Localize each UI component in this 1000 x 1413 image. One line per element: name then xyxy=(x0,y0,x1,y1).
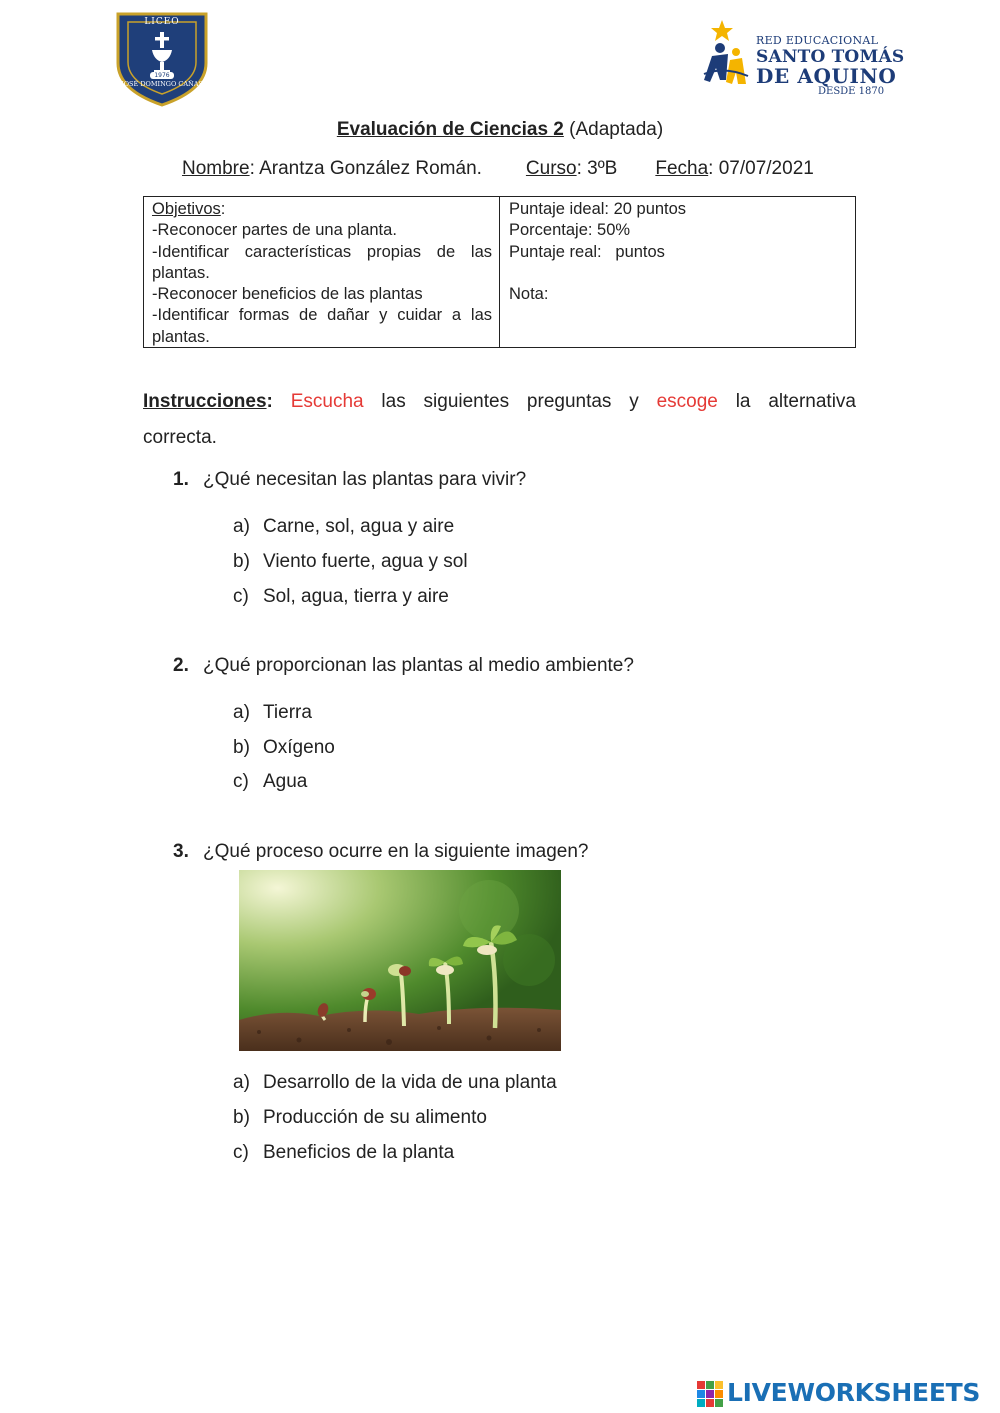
seedling-growth-image xyxy=(239,870,561,1051)
option-text: Sol, agua, tierra y aire xyxy=(263,586,449,607)
instructions xyxy=(143,384,856,456)
network-logo-line3: DE AQUINO xyxy=(756,64,897,88)
objectives-cell xyxy=(152,199,492,348)
instruction-word: la xyxy=(735,391,751,412)
option-letter: b) xyxy=(233,551,250,572)
option-text: Producción de su alimento xyxy=(263,1107,487,1128)
objectives-colon: : xyxy=(220,200,226,218)
q1-option-c[interactable] xyxy=(233,586,449,608)
option-text: Desarrollo de la vida de una planta xyxy=(263,1072,557,1093)
shield-ring-text: JOSÉ DOMINGO CAÑAS xyxy=(121,80,203,88)
q3-option-a[interactable] xyxy=(233,1072,557,1094)
title-bold: Evaluación de Ciencias 2 xyxy=(336,119,564,140)
instruction-word: preguntas xyxy=(526,391,612,412)
course-label: Curso xyxy=(525,158,577,179)
shield-year: 1976 xyxy=(150,72,174,79)
question-2 xyxy=(173,655,634,677)
network-logo xyxy=(698,18,905,102)
option-letter: c) xyxy=(233,771,249,792)
page-title xyxy=(0,119,1000,141)
score-grade: Nota: xyxy=(509,285,549,304)
option-letter: c) xyxy=(233,586,249,607)
question-text: ¿Qué proporcionan las plantas al medio ambiente? xyxy=(203,655,634,676)
option-text: Tierra xyxy=(263,702,312,723)
q3-option-b[interactable] xyxy=(233,1107,487,1129)
score-real: Puntaje real: puntos xyxy=(509,242,665,261)
option-letter: c) xyxy=(233,1142,249,1163)
instructions-line2: correcta. xyxy=(143,427,217,448)
q3-option-c[interactable] xyxy=(233,1142,454,1164)
objective-item: -Reconocer beneficios de las plantas xyxy=(152,285,423,304)
option-letter: a) xyxy=(233,1072,250,1093)
network-logo-line4: DESDE 1870 xyxy=(818,86,885,97)
instruction-word: alternativa xyxy=(768,391,856,412)
option-letter: b) xyxy=(233,1107,250,1128)
watermark-text: LIVEWORKSHEETS xyxy=(727,1378,981,1407)
student-info-line xyxy=(182,158,814,180)
instruction-word-choose: escoge xyxy=(656,391,718,412)
question-text: ¿Qué proceso ocurre en la siguiente imagen? xyxy=(203,841,589,862)
q1-option-b[interactable] xyxy=(233,551,468,573)
liveworksheets-watermark xyxy=(697,1377,997,1409)
title-suffix: (Adaptada) xyxy=(563,119,664,140)
q2-option-a[interactable] xyxy=(233,702,312,724)
option-letter: a) xyxy=(233,516,250,537)
school-shield-logo xyxy=(112,8,212,108)
option-text: Carne, sol, agua y aire xyxy=(263,516,455,537)
date-label: Fecha xyxy=(655,158,709,179)
instructions-colon: : xyxy=(266,391,273,412)
figures-star-icon xyxy=(698,18,754,98)
question-number: 2. xyxy=(173,655,189,676)
date-value: : 07/07/2021 xyxy=(708,158,814,179)
objective-item: -Identificar características propias de las plantas. xyxy=(152,242,492,282)
question-1 xyxy=(173,469,526,491)
q2-option-b[interactable] xyxy=(233,737,335,759)
option-text: Beneficios de la planta xyxy=(263,1142,455,1163)
objective-item: -Reconocer partes de una planta. xyxy=(152,221,397,240)
course-value: : 3ºB xyxy=(576,158,618,179)
network-logo-line2: SANTO TOMÁS xyxy=(756,47,905,67)
shield-top-text: LICEO xyxy=(144,17,180,27)
question-text: ¿Qué necesitan las plantas para vivir? xyxy=(203,469,527,490)
score-percent: Porcentaje: 50% xyxy=(509,221,631,240)
scores-cell xyxy=(509,199,849,305)
instruction-word: las xyxy=(381,391,406,412)
score-ideal: Puntaje ideal: 20 puntos xyxy=(509,200,687,218)
option-text: Oxígeno xyxy=(263,737,335,758)
name-label: Nombre xyxy=(182,158,250,179)
question-number: 3. xyxy=(173,841,189,862)
objective-item: -Identificar formas de dañar y cuidar a las plantas. xyxy=(152,306,492,346)
instructions-label: Instrucciones xyxy=(143,391,267,412)
option-text: Agua xyxy=(263,771,308,792)
option-letter: b) xyxy=(233,737,250,758)
question-number: 1. xyxy=(173,469,189,490)
objectives-table xyxy=(143,196,856,348)
instruction-word: siguientes xyxy=(423,391,510,412)
option-letter: a) xyxy=(233,702,250,723)
q1-option-a[interactable] xyxy=(233,516,454,538)
instruction-word-listen: Escucha xyxy=(290,391,364,412)
objectives-label: Objetivos xyxy=(152,200,221,218)
name-value: : Arantza González Román. xyxy=(249,158,482,179)
network-logo-line1: RED EDUCACIONAL xyxy=(756,34,879,47)
q2-option-c[interactable] xyxy=(233,771,307,793)
question-3 xyxy=(173,841,589,863)
table-divider xyxy=(499,197,500,347)
lws-icon xyxy=(697,1381,723,1407)
instruction-word: y xyxy=(629,391,639,412)
option-text: Viento fuerte, agua y sol xyxy=(263,551,468,572)
